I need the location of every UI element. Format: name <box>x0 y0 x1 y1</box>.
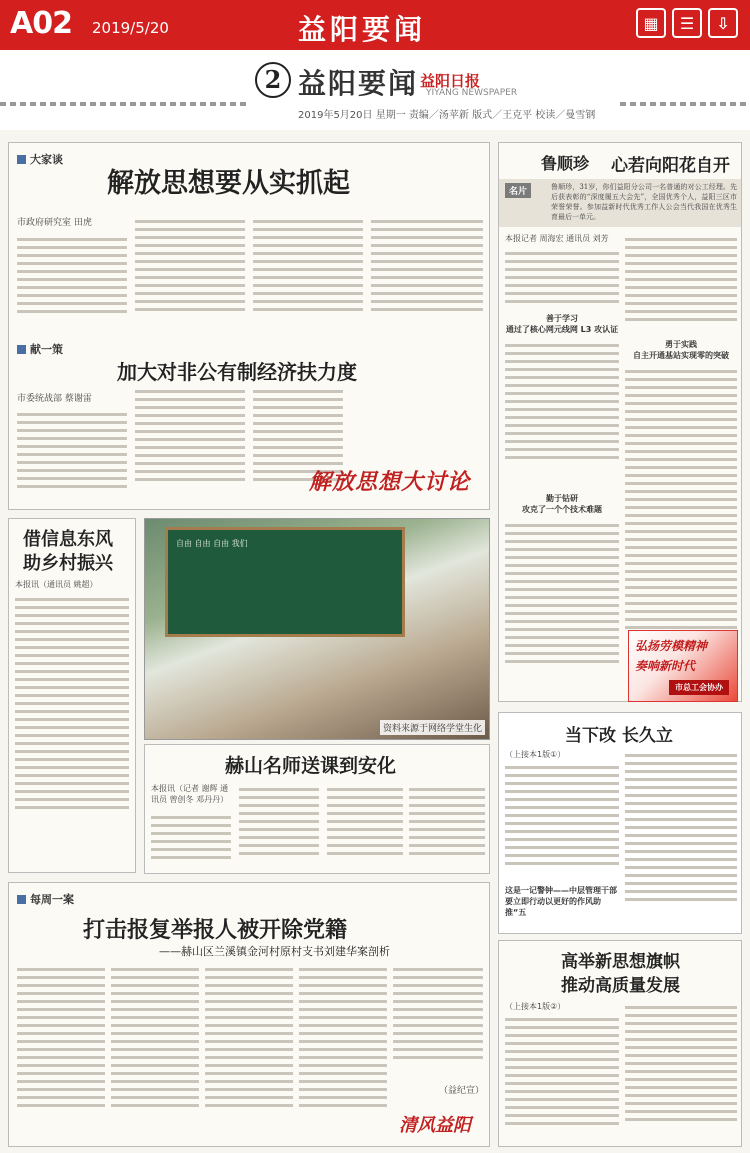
pdf-icon[interactable]: ⇩ <box>708 8 738 38</box>
article-body-col2 <box>135 215 245 333</box>
section-number: 2 <box>255 62 291 98</box>
article-body-col1-end <box>505 519 619 697</box>
article-lu-shunzhen[interactable] <box>498 142 742 702</box>
subheading-warning: 这是一记警钟——中层管理干部要立即行动以更好的作风助推“五 <box>505 886 617 917</box>
article-body-col3 <box>253 215 363 333</box>
profile-card <box>499 179 742 227</box>
board-text: 自由 自由 自由 我们 <box>176 539 248 548</box>
article-byline: 市委统战部 蔡谢雷 <box>17 394 92 404</box>
toolbar <box>636 8 738 38</box>
article-body-col1 <box>17 233 127 333</box>
union-ad[interactable] <box>628 630 738 702</box>
masthead-stripe-right <box>620 102 750 106</box>
article-body-col2 <box>625 1001 737 1143</box>
article-body-col1 <box>17 408 127 503</box>
issue-date: 2019/5/20 <box>92 19 169 37</box>
article-headline: 解放思想要从实抓起 <box>107 168 350 199</box>
article-headline: 心若向阳花自开 <box>611 156 730 176</box>
article-retaliation-case[interactable] <box>8 882 490 1147</box>
article-body-col2 <box>135 385 245 503</box>
article-change-now[interactable] <box>498 712 742 934</box>
article-body-col3 <box>327 783 403 871</box>
masthead-meta: 2019年5月20日 星期一 责编／汤苹新 版式／王克平 校读／曼雪钢 <box>298 110 596 121</box>
article-body-col4 <box>409 783 485 871</box>
article-liberate-thought[interactable] <box>8 142 490 510</box>
article-byline: 本报讯（通讯员 姚超） <box>15 580 98 589</box>
article-body-col1 <box>505 761 619 881</box>
article-body-col1 <box>505 1013 619 1143</box>
article-body <box>15 593 129 868</box>
newspaper-logo-english: YIYANG NEWSPAPER <box>426 88 518 98</box>
article-body-col4 <box>299 963 387 1141</box>
column-tag: 每周一案 <box>17 891 74 907</box>
article-high-quality[interactable] <box>498 940 742 1147</box>
calendar-icon[interactable]: ▦ <box>636 8 666 38</box>
list-icon[interactable]: ☰ <box>672 8 702 38</box>
article-headline: 打击报复举报人被开除党籍 <box>83 917 348 943</box>
page-title: 益阳要闻 <box>298 13 427 46</box>
section-name: 益阳要闻 <box>298 67 419 100</box>
qingfeng-logo: 清风益阳 <box>399 1115 471 1136</box>
article-body-col1 <box>17 963 105 1141</box>
article-body-col3 <box>205 963 293 1141</box>
article-body-col1 <box>151 811 231 871</box>
article-headline-line1: 高举新思想旗帜 <box>561 952 680 972</box>
profile-intro: 鲁顺珍，31岁，你们益阳分公司一名普通的对公工经理。先后获表彰的“深度履五大会先”，全国优秀个人，益阳三区市荣誉荣誉。参加益新时代优秀工作人公会当代我国在优秀生育最后一单元。 <box>551 183 737 221</box>
continued-from: （上接本1版①） <box>505 750 566 759</box>
campaign-banner: 解放思想大讨论 <box>309 470 471 495</box>
article-headline-line2: 助乡村振兴 <box>23 553 113 574</box>
article-body-col2 <box>111 963 199 1141</box>
article-body-col2 <box>625 749 737 929</box>
article-byline: 本报讯（记者 谢辉 通讯员 曾创冬 邓丹丹） <box>151 784 229 804</box>
article-byline: 本报记者 周海宏 通讯员 刘芳 <box>505 234 609 243</box>
profile-name: 鲁顺珍 <box>541 154 590 173</box>
blackboard-screen <box>165 527 405 637</box>
article-subheadline: ——赫山区兰溪镇金河村原村支书刘建华案剖析 <box>159 945 390 958</box>
classroom-photo[interactable] <box>144 518 490 740</box>
article-headline-line1: 借信息东风 <box>23 529 113 550</box>
article-body-col2 <box>239 783 319 871</box>
article-headline: 赫山名师送课到安化 <box>225 755 397 777</box>
article-information-village[interactable] <box>8 518 136 873</box>
continued-from: （上接本1版②） <box>505 1002 566 1011</box>
newspaper-logo: 益阳日报 <box>420 72 481 90</box>
masthead-stripe-left <box>0 102 250 106</box>
article-headline: 加大对非公有制经济扶力度 <box>117 360 357 384</box>
ad-line1: 弘扬劳模精神 <box>635 639 708 653</box>
column-tag: 大家谈 <box>17 151 63 167</box>
ad-badge: 市总工会协办 <box>669 680 729 695</box>
masthead <box>0 50 750 130</box>
article-body-col5 <box>393 963 483 1081</box>
article-byline: 市政府研究室 田虎 <box>17 218 92 228</box>
photo-caption: 资料来源于网络学堂生化 <box>380 720 485 735</box>
article-body-col1-cont <box>505 339 619 489</box>
article-signature: （益纪宣） <box>439 1086 485 1096</box>
column-tag: 献一策 <box>17 341 63 357</box>
article-body-col1 <box>505 247 619 311</box>
subheading-practice: 勇于实践 自主开通基站实现零的突破 <box>633 340 729 360</box>
ad-line2: 奏响新时代 <box>635 659 696 673</box>
article-body-col4 <box>371 215 483 333</box>
article-headline: 当下改 长久立 <box>565 726 673 746</box>
page-number: A02 <box>10 6 72 41</box>
article-teachers-anhua[interactable] <box>144 744 490 874</box>
profile-label: 名片 <box>505 183 531 198</box>
subheading-research: 勤于钻研 攻克了一个个技术难题 <box>522 494 602 514</box>
article-body-col2 <box>625 233 737 337</box>
newspaper-page <box>0 50 750 1153</box>
subheading-learning: 善于学习 通过了核心网元线网 L3 攻认证 <box>505 314 619 334</box>
article-headline-line2: 推动高质量发展 <box>561 976 680 996</box>
page-top-bar <box>0 0 750 50</box>
